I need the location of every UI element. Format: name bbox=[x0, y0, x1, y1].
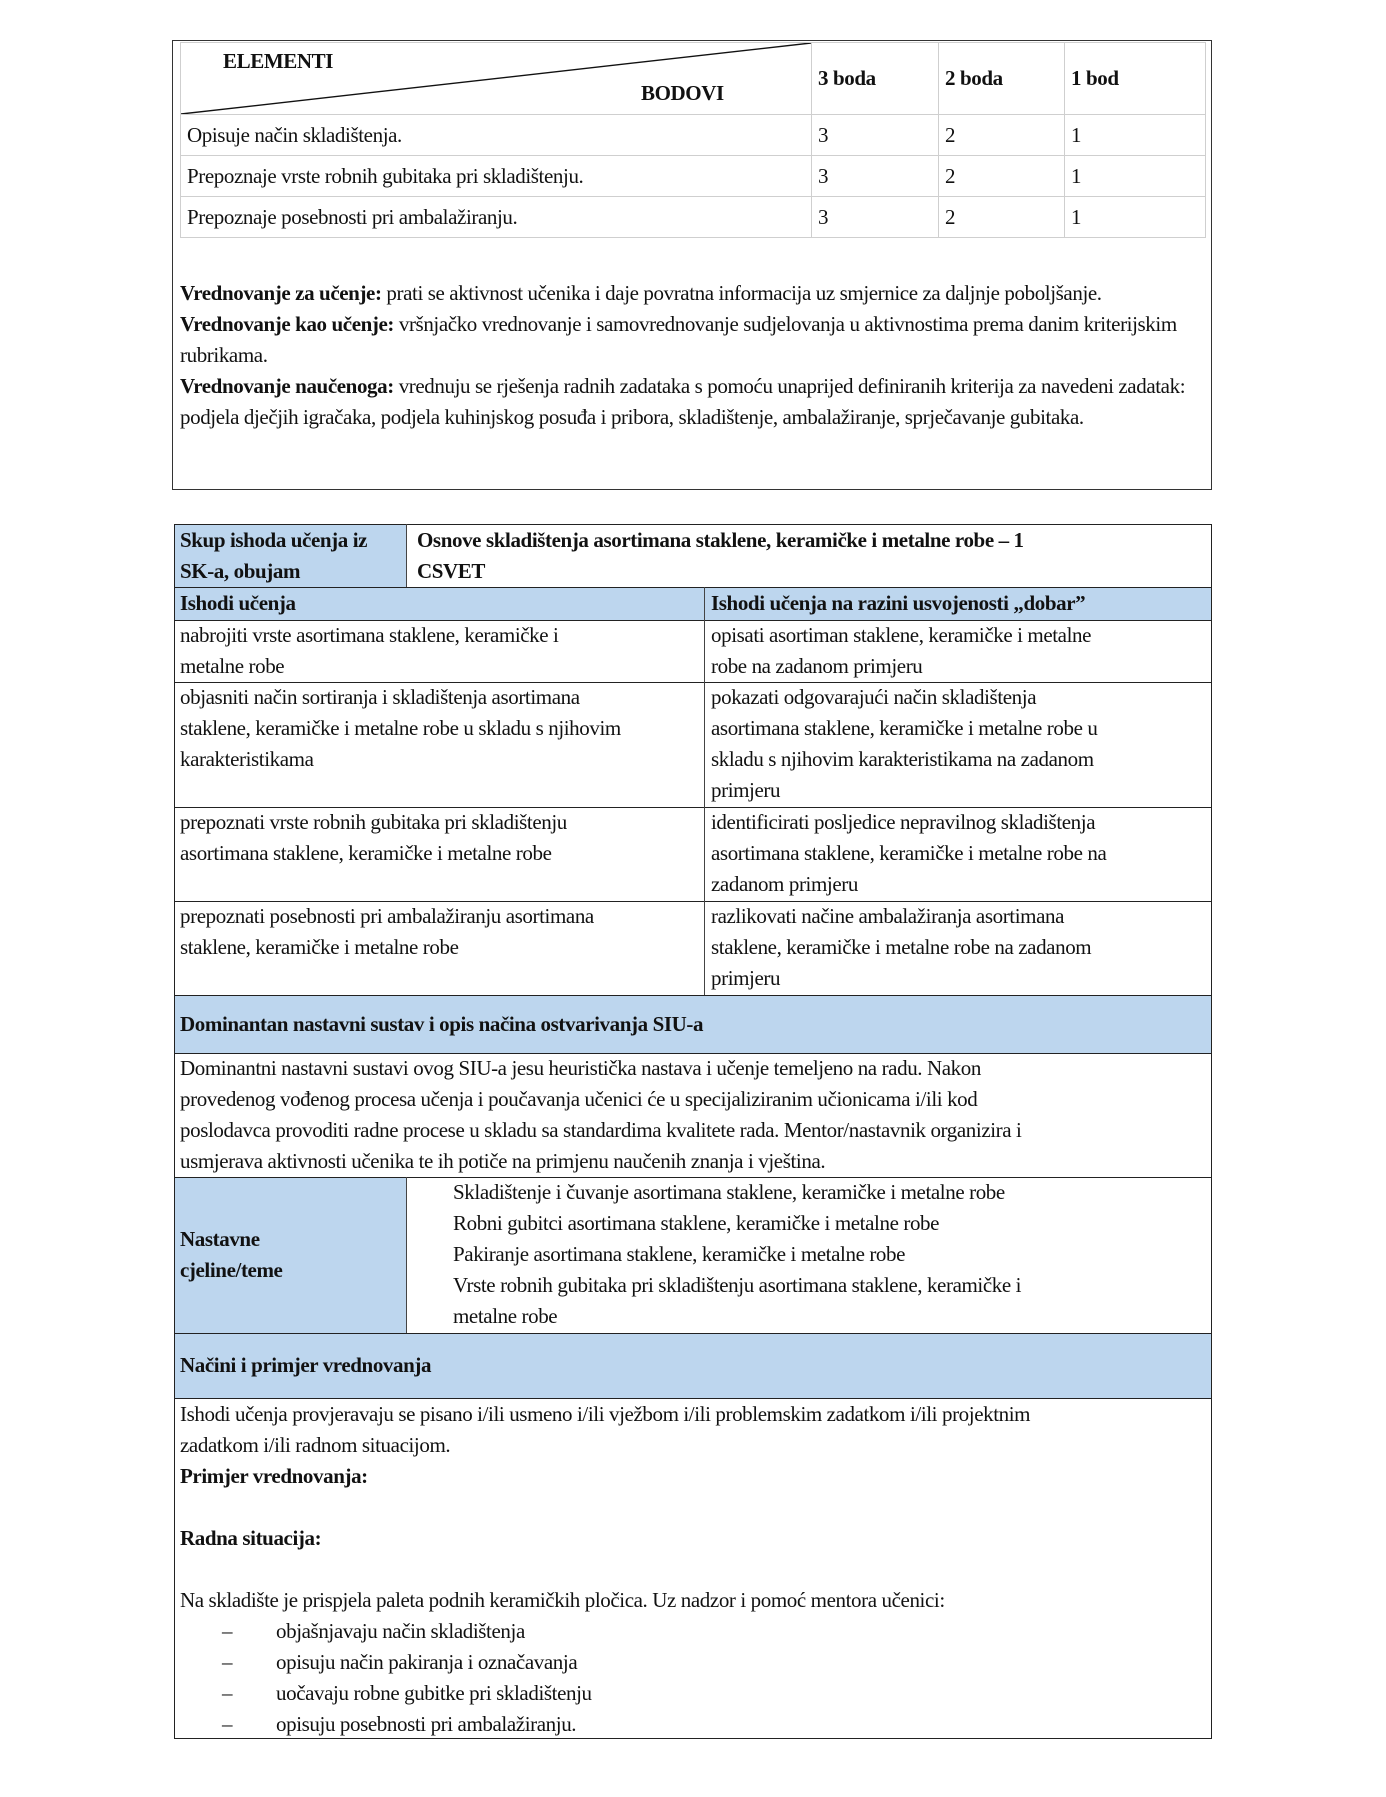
evaluation-as-learning bbox=[180, 309, 1205, 371]
good-outcome-line: opisati asortiman staklene, keramičke i metalne bbox=[711, 623, 1092, 647]
good-outcome-line: staklene, keramičke i metalne robe na zadanom bbox=[711, 935, 1092, 959]
bullet-item bbox=[180, 1647, 1030, 1678]
evaluation-label: Vrednovanje naučenoga: bbox=[180, 374, 394, 398]
outcome-line: metalne robe bbox=[180, 654, 285, 678]
set-title-line: CSVET bbox=[417, 559, 486, 583]
set-title-line: Osnove skladištenja asortimana staklene, keramičke i metalne robe – 1 bbox=[417, 528, 1024, 552]
divider bbox=[174, 1333, 1212, 1334]
outcome-cell bbox=[175, 901, 599, 963]
rubric-element: Prepoznaje posebnosti pri ambalažiranju. bbox=[181, 197, 812, 238]
evaluation-label: Vrednovanje kao učenje: bbox=[180, 312, 395, 336]
topics-list bbox=[448, 1177, 1026, 1332]
column-header: 3 boda bbox=[812, 43, 939, 115]
outcome-cell bbox=[175, 682, 626, 775]
dominant-line: poslodavca provoditi radne procese u skladu sa standardima kvalitete rada. Mentor/nastavnik organizira i bbox=[180, 1118, 1022, 1142]
good-outcome-line: asortimana staklene, keramičke i metalne robe na bbox=[711, 841, 1107, 865]
good-outcome-cell bbox=[706, 807, 1111, 900]
good-outcome-line: pokazati odgovarajući način skladištenja bbox=[711, 685, 1037, 709]
evaluation-text: prati se aktivnost učenika i daje povratna informacija uz smjernice za daljnje poboljšanje. bbox=[381, 281, 1102, 305]
set-label-line: SK-a, obujam bbox=[180, 559, 301, 583]
spacer bbox=[180, 1554, 1030, 1585]
topics-label bbox=[175, 1224, 287, 1286]
rubric-element: Prepoznaje vrste robnih gubitaka pri skladištenju. bbox=[181, 156, 812, 197]
column-header: 2 boda bbox=[939, 43, 1065, 115]
good-outcome-line: primjeru bbox=[711, 778, 781, 802]
methods-line: zadatkom i/ili radnom situacijom. bbox=[180, 1433, 451, 1457]
dominant-text bbox=[175, 1053, 1026, 1177]
evaluation-block bbox=[180, 278, 1205, 433]
evaluation-of-learning bbox=[180, 371, 1205, 433]
outcome-cell bbox=[175, 620, 564, 682]
topic-item: Robni gubitci asortimana staklene, keramičke i metalne robe bbox=[453, 1211, 940, 1235]
topics-label-line: Nastavne bbox=[180, 1227, 260, 1251]
rubric-row bbox=[181, 115, 1206, 156]
methods-line: Ishodi učenja provjeravaju se pisano i/ili usmeno i/ili vježbom i/ili problemskim zadatkom i/ili projektnim bbox=[180, 1402, 1031, 1426]
dash-icon: – bbox=[222, 1650, 233, 1674]
situation-label: Radna situacija: bbox=[180, 1526, 322, 1550]
good-outcome-line: robe na zadanom primjeru bbox=[711, 654, 923, 678]
good-outcome-line: razlikovati načine ambalažiranja asortimana bbox=[711, 904, 1065, 928]
evaluation-for-learning bbox=[180, 278, 1205, 309]
topic-item: Pakiranje asortimana staklene, keramičke i metalne robe bbox=[453, 1242, 906, 1266]
good-outcome-line: asortimana staklene, keramičke i metalne robe u bbox=[711, 716, 1098, 740]
topics-label-line: cjeline/teme bbox=[180, 1258, 283, 1282]
dominant-line: usmjerava aktivnosti učenika te ih potiče na primjenu naučenih znanja i vještina. bbox=[180, 1149, 826, 1173]
rubric-score: 2 bbox=[939, 115, 1065, 156]
outcome-line: asortimana staklene, keramičke i metalne robe bbox=[180, 841, 552, 865]
corner-label-elementi: ELEMENTI bbox=[223, 49, 333, 73]
outcome-line: nabrojiti vrste asortimana staklene, keramičke i bbox=[180, 623, 559, 647]
methods-header: Načini i primjer vrednovanja bbox=[180, 1353, 432, 1377]
situation-intro: Na skladište je prispjela paleta podnih keramičkih pločica. Uz nadzor i pomoć mentora učenici: bbox=[180, 1588, 945, 1612]
corner-label-bodovi: BODOVI bbox=[641, 81, 724, 105]
topic-item: Skladištenje i čuvanje asortimana staklene, keramičke i metalne robe bbox=[453, 1180, 1005, 1204]
methods-body bbox=[175, 1399, 1035, 1740]
rubric-score: 3 bbox=[812, 197, 939, 238]
good-outcome-cell bbox=[706, 901, 1096, 994]
set-title bbox=[412, 525, 1029, 587]
outcome-cell bbox=[175, 807, 572, 869]
set-label-line: Skup ishoda učenja iz bbox=[180, 528, 368, 552]
outcomes-header: Ishodi učenja bbox=[180, 591, 296, 615]
example-label: Primjer vrednovanja: bbox=[180, 1464, 368, 1488]
topic-item: Vrste robnih gubitaka pri skladištenju asortimana staklene, keramičke i bbox=[453, 1273, 1022, 1297]
rubric-corner-cell bbox=[181, 43, 812, 115]
good-outcome-line: primjeru bbox=[711, 966, 781, 990]
evaluation-text: vrednuju se rješenja radnih zadataka s pomoću unaprijed definiranih kriterija za navedeni zadatak: podjela dječjih igračaka, podjela kuhinjskog posuđa i pribora, skladištenje, ambalažiranje, sprječavanje gubitaka. bbox=[180, 374, 1186, 429]
rubric-score: 2 bbox=[939, 197, 1065, 238]
dash-icon: – bbox=[222, 1681, 233, 1705]
divider bbox=[174, 995, 1212, 996]
dash-icon: – bbox=[222, 1619, 233, 1643]
rubric-score: 1 bbox=[1065, 156, 1206, 197]
outcome-line: prepoznati posebnosti pri ambalažiranju asortimana bbox=[180, 904, 594, 928]
bullet-item bbox=[180, 1616, 1030, 1647]
evaluation-text: vršnjačko vrednovanje i samovrednovanje sudjelovanja u aktivnostima prema danim kriterijskim rubrikama. bbox=[180, 312, 1177, 367]
bullet-text: objašnjavaju način skladištenja bbox=[276, 1619, 525, 1643]
outcome-line: objasniti način sortiranja i skladištenja asortimana bbox=[180, 685, 580, 709]
outcome-line: staklene, keramičke i metalne robe bbox=[180, 935, 459, 959]
good-outcome-line: identificirati posljedice nepravilnog skladištenja bbox=[711, 810, 1096, 834]
divider bbox=[406, 524, 407, 587]
topic-item: metalne robe bbox=[453, 1304, 558, 1328]
divider bbox=[704, 587, 705, 995]
rubric-score: 3 bbox=[812, 115, 939, 156]
spacer bbox=[180, 1492, 1030, 1523]
bullet-text: uočavaju robne gubitke pri skladištenju bbox=[276, 1681, 592, 1705]
rubric-score: 3 bbox=[812, 156, 939, 197]
bullet-item bbox=[180, 1678, 1030, 1709]
rubric-element: Opisuje način skladištenja. bbox=[181, 115, 812, 156]
rubric-score: 2 bbox=[939, 156, 1065, 197]
outcome-line: karakteristikama bbox=[180, 747, 314, 771]
rubric-header-row bbox=[181, 43, 1206, 115]
bullet-item bbox=[180, 1709, 1030, 1740]
rubric-score: 1 bbox=[1065, 197, 1206, 238]
rubric-row bbox=[181, 197, 1206, 238]
divider bbox=[406, 1177, 407, 1333]
bullet-text: opisuju način pakiranja i označavanja bbox=[276, 1650, 578, 1674]
rubric-row bbox=[181, 156, 1206, 197]
dominant-header: Dominantan nastavni sustav i opis načina ostvarivanja SIU-a bbox=[180, 1012, 704, 1036]
outcome-line: prepoznati vrste robnih gubitaka pri skladištenju bbox=[180, 810, 567, 834]
evaluation-label: Vrednovanje za učenje: bbox=[180, 281, 382, 305]
rubric-table bbox=[180, 42, 1206, 238]
column-header: 1 bod bbox=[1065, 43, 1206, 115]
good-outcome-cell bbox=[706, 682, 1102, 806]
outcome-line: staklene, keramičke i metalne robe u skladu s njihovim bbox=[180, 716, 621, 740]
good-outcome-cell bbox=[706, 620, 1096, 682]
dominant-line: Dominantni nastavni sustavi ovog SIU-a jesu heuristička nastava i učenje temeljeno na radu. Nakon bbox=[180, 1056, 981, 1080]
set-label bbox=[175, 525, 372, 587]
dash-icon: – bbox=[222, 1712, 233, 1736]
dominant-line: provedenog vođenog procesa učenja i poučavanja učenici će u specijaliziranim učionicama i/ili kod bbox=[180, 1087, 978, 1111]
good-outcome-line: zadanom primjeru bbox=[711, 872, 858, 896]
good-level-header: Ishodi učenja na razini usvojenosti „dobar” bbox=[711, 591, 1086, 615]
good-outcome-line: skladu s njihovim karakteristikama na zadanom bbox=[711, 747, 1094, 771]
bullet-text: opisuju posebnosti pri ambalažiranju. bbox=[276, 1712, 577, 1736]
rubric-score: 1 bbox=[1065, 115, 1206, 156]
